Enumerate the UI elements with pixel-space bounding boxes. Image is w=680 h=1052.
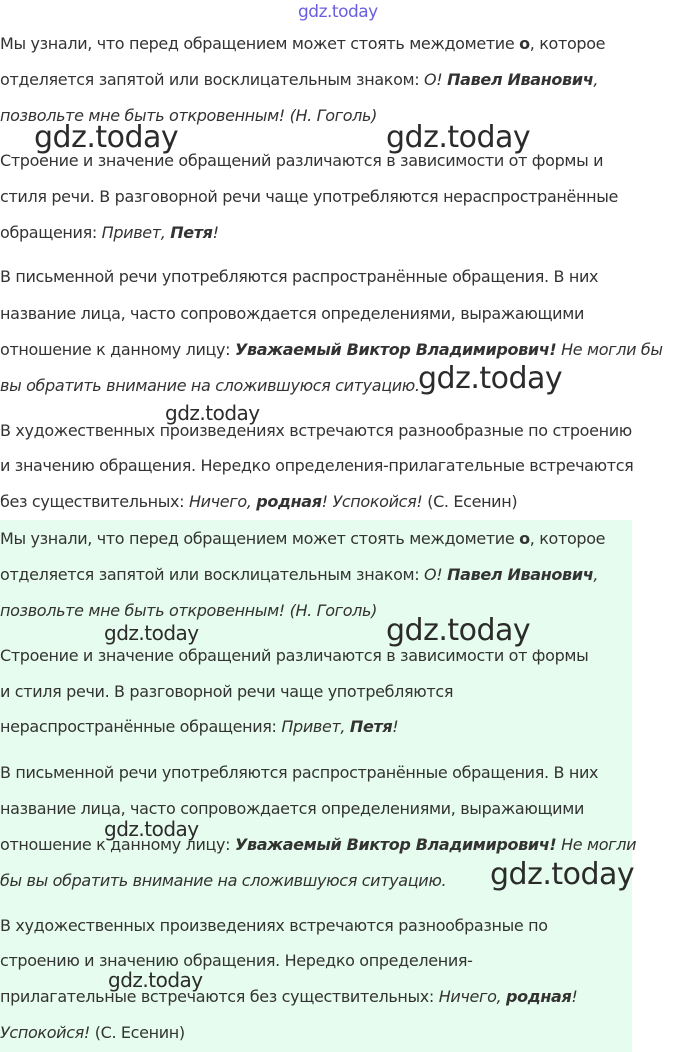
s1-p3-line-1: В письменной речи употребляются распространённые обращения. В них bbox=[0, 267, 599, 286]
s1-p3-line-3: отношение к данному лицу: Уважаемый Виктор Владимирович! Не могли бы bbox=[0, 340, 663, 359]
watermark-top: gdz.today bbox=[298, 2, 378, 22]
highlighted-section-background bbox=[0, 520, 635, 1052]
s2-p1-line-1: Мы узнали, что перед обращением может стоять междометие о, которое bbox=[0, 529, 606, 548]
s2-p3-line-4: бы вы обратить внимание на сложившуюся ситуацию. bbox=[0, 871, 447, 890]
s2-p2-line-3: нераспространённые обращения: Привет, Петя! bbox=[0, 717, 399, 736]
s1-p4-line-2: и значению обращения. Нередко определения-прилагательные встречаются bbox=[0, 456, 634, 475]
s1-p1-line-1: Мы узнали, что перед обращением может стоять междометие о, которое bbox=[0, 34, 606, 53]
watermark: gdz.today bbox=[165, 401, 260, 425]
s1-p3-line-4: вы обратить внимание на сложившуюся ситуацию. bbox=[0, 376, 420, 395]
watermark: gdz.today bbox=[386, 613, 531, 648]
watermark: gdz.today bbox=[104, 817, 199, 841]
s1-p3-line-2: название лица, часто сопровождается определениями, выражающими bbox=[0, 304, 585, 323]
s1-p2-line-3: обращения: Привет, Петя! bbox=[0, 223, 219, 242]
watermark: gdz.today bbox=[418, 361, 563, 396]
s2-p3-line-1: В письменной речи употребляются распространённые обращения. В них bbox=[0, 763, 599, 782]
s2-p4-line-4: Успокойся! (С. Есенин) bbox=[0, 1023, 185, 1042]
s2-p2-line-1: Строение и значение обращений различаются в зависимости от формы bbox=[0, 646, 589, 665]
s2-p4-line-3: прилагательные встречаются без существительных: Ничего, родная! bbox=[0, 987, 578, 1006]
s1-p4-line-1: В художественных произведениях встречаются разнообразные по строению bbox=[0, 421, 632, 440]
s2-p4-line-1: В художественных произведениях встречаются разнообразные по bbox=[0, 916, 548, 935]
s1-p1-line-3: позвольте мне быть откровенным! (Н. Гоголь) bbox=[0, 106, 377, 125]
watermark: gdz.today bbox=[490, 857, 635, 892]
s2-p4-line-2: строению и значению обращения. Нередко определения- bbox=[0, 951, 473, 970]
s1-p4-line-3: без существительных: Ничего, родная! Успокойся! (С. Есенин) bbox=[0, 492, 518, 511]
s2-p1-line-2: отделяется запятой или восклицательным знаком: О! Павел Иванович, bbox=[0, 565, 599, 584]
watermark: gdz.today bbox=[34, 120, 179, 155]
s2-p3-line-2: название лица, часто сопровождается определениями, выражающими bbox=[0, 799, 585, 818]
s1-p2-line-2: стиля речи. В разговорной речи чаще употребляются нераспространённые bbox=[0, 187, 619, 206]
watermark: gdz.today bbox=[386, 120, 531, 155]
watermark: gdz.today bbox=[108, 968, 203, 992]
s2-p1-line-3: позвольте мне быть откровенным! (Н. Гоголь) bbox=[0, 601, 377, 620]
s2-p2-line-2: и стиля речи. В разговорной речи чаще употребляются bbox=[0, 682, 454, 701]
s2-p3-line-3: отношение к данному лицу: Уважаемый Виктор Владимирович! Не могли bbox=[0, 835, 637, 854]
s1-p2-line-1: Строение и значение обращений различаются в зависимости от формы и bbox=[0, 151, 604, 170]
s1-p1-line-2: отделяется запятой или восклицательным знаком: О! Павел Иванович, bbox=[0, 70, 599, 89]
watermark: gdz.today bbox=[104, 621, 199, 645]
